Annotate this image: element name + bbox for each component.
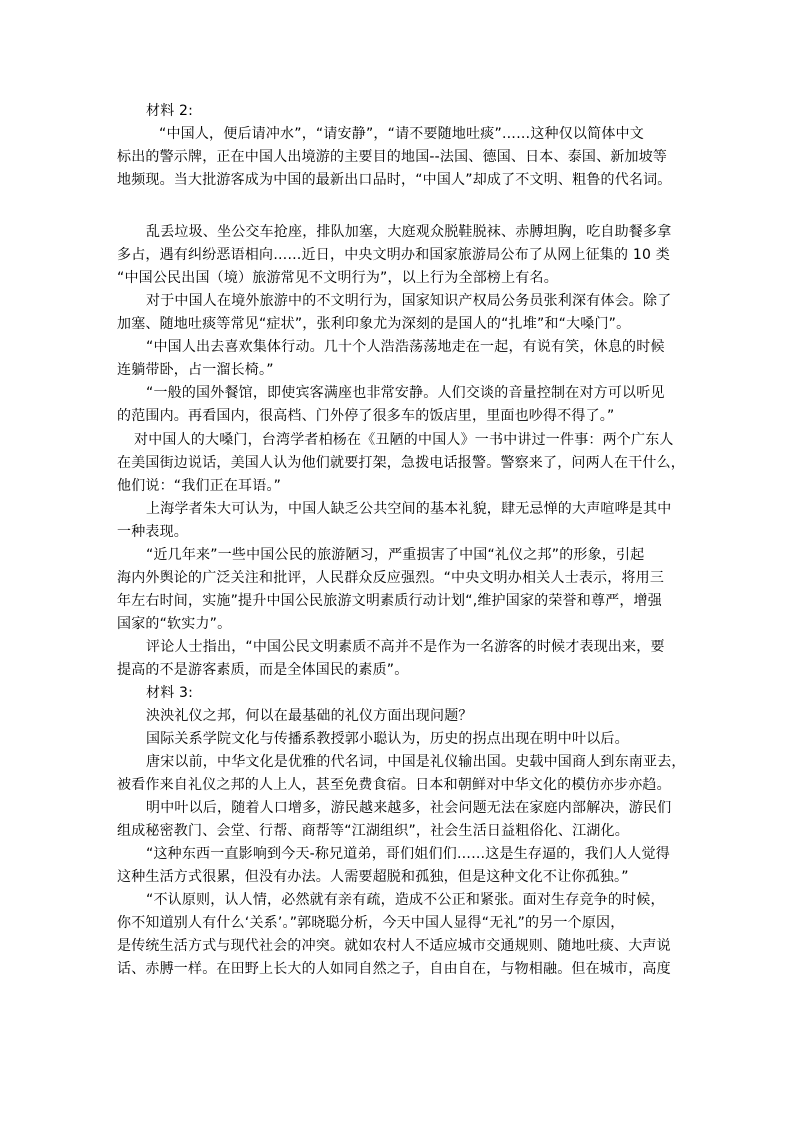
text-line: 上海学者朱大可认为，中国人缺乏公共空间的基本礼貌，肆无忌惮的大声喧哗是其中 (146, 501, 672, 517)
text-line: 材料 2: (146, 103, 194, 119)
text-line: “不认原则，认人情，必然就有亲有疏，造成不公正和紧张。面对生存竞争的时候， (146, 892, 665, 908)
text-line: 国际关系学院文化与传播系教授郭小聪认为，历史的拐点出现在明中叶以后。 (146, 731, 629, 747)
text-line: 一种表现。 (117, 524, 188, 540)
text-line: 乱丢垃圾、坐公交车抢座，排队加塞，大庭观众脱鞋脱袜、赤膊坦胸，吃自助餐多拿 (146, 224, 672, 240)
text-line: “这种东西一直影响到今天-称兄道弟，哥们姐们们……这是生存逼的，我们人人觉得 (146, 846, 670, 862)
text-line: “中国公民出国（境）旅游常见不文明行为”，以上行为全部榜上有名。 (117, 270, 558, 286)
text-line: 对中国人的大嗓门，台湾学者柏杨在《丑陋的中国人》一书中讲过一件事：两个广东人 (134, 432, 674, 448)
text-line: 泱泱礼仪之邦，何以在最基础的礼仪方面出现问题？ (146, 708, 473, 724)
text-line: 他们说：“我们正在耳语。” (117, 478, 282, 494)
text-line: 这种生活方式很累，但没有办法。人需要超脱和孤独，但是这种文化不让你孤独。” (117, 869, 629, 885)
text-line: 评论人士指出，“中国公民文明素质不高并不是作为一名游客的时候才表现出来，要 (146, 639, 665, 655)
text-line: 海内外舆论的广泛关注和批评，人民群众反应强烈。“中央文明办相关人士表示，将用三 (117, 570, 665, 586)
text-line: 多占，遇有纠纷恶语相向……近日，中央文明办和国家旅游局公布了从网上征集的 10 类 (117, 247, 670, 263)
text-line: 对于中国人在境外旅游中的不文明行为，国家知识产权局公务员张利深有体会。除了 (146, 293, 672, 309)
text-line: 唐宋以前，中华文化是优雅的代名词，中国是礼仪输出国。史载中国商人到东南亚去， (146, 754, 686, 770)
text-line: “一般的国外餐馆，即使宾客满座也非常安静。人们交谈的音量控制在对方可以听见 (146, 385, 665, 401)
text-line: 在美国街边说话，美国人认为他们就要打架，急拨电话报警。警察来了，问两人在干什么， (117, 455, 685, 471)
text-line: 组成秘密教门、会堂、行帮、商帮等“江湖组织”，社会生活日益粗俗化、江湖化。 (117, 823, 629, 839)
text-line: 国家的“软实力”。 (117, 616, 232, 632)
text-line: 是传统生活方式与现代社会的冲突。就如农村人不适应城市交通规则、随地吐痰、大声说 (117, 938, 671, 954)
text-line: 的范围内。再看国内，很高档、门外停了很多车的饭店里，里面也吵得不得了。” (117, 408, 615, 424)
text-line: 年左右时间，实施”提升中国公民旅游文明素质行动计划“,维护国家的荣誉和尊严，增强 (117, 593, 662, 609)
text-line: 提高的不是游客素质，而是全体国民的素质”。 (117, 662, 409, 678)
text-line: 地频现。当大批游客成为中国的最新出口品时，“中国人”却成了不文明、粗鲁的代名词。 (117, 172, 672, 188)
text-line: 你不知道别人有什么‘关系’。”郭晓聪分析，今天中国人显得“无礼”的另一个原因， (117, 915, 625, 931)
text-line: 标出的警示牌，正在中国人出境游的主要目的地国--法国、德国、日本、泰国、新加坡等 (117, 149, 668, 165)
text-line: 材料 3: (146, 685, 194, 701)
text-line: 被看作来自礼仪之邦的人上人，甚至免费食宿。日本和朝鲜对中华文化的模仿亦步亦趋。 (117, 777, 671, 793)
text-line: “中国人，便后请冲水”，“请安静”，“请不要随地吐痰”……这种仅以简体中文 (159, 126, 644, 142)
text-line: “近几年来”一些中国公民的旅游陋习，严重损害了中国“礼仪之邦”的形象，引起 (146, 547, 645, 563)
text-line: 连躺带卧，占一溜长椅。” (117, 362, 274, 378)
text-line: 加塞、随地吐痰等常见“症状”，张利印象尤为深刻的是国人的“扎堆”和“大嗓门”。 (117, 316, 631, 332)
text-line: 明中叶以后，随着人口增多，游民越来越多，社会问题无法在家庭内部解决，游民们 (146, 800, 672, 816)
text-line: 话、赤膊一样。在田野上长大的人如同自然之子，自由自在，与物相融。但在城市，高度 (117, 961, 671, 977)
text-line: “中国人出去喜欢集体行动。几十个人浩浩荡荡地走在一起，有说有笑，休息的时候 (146, 339, 665, 355)
